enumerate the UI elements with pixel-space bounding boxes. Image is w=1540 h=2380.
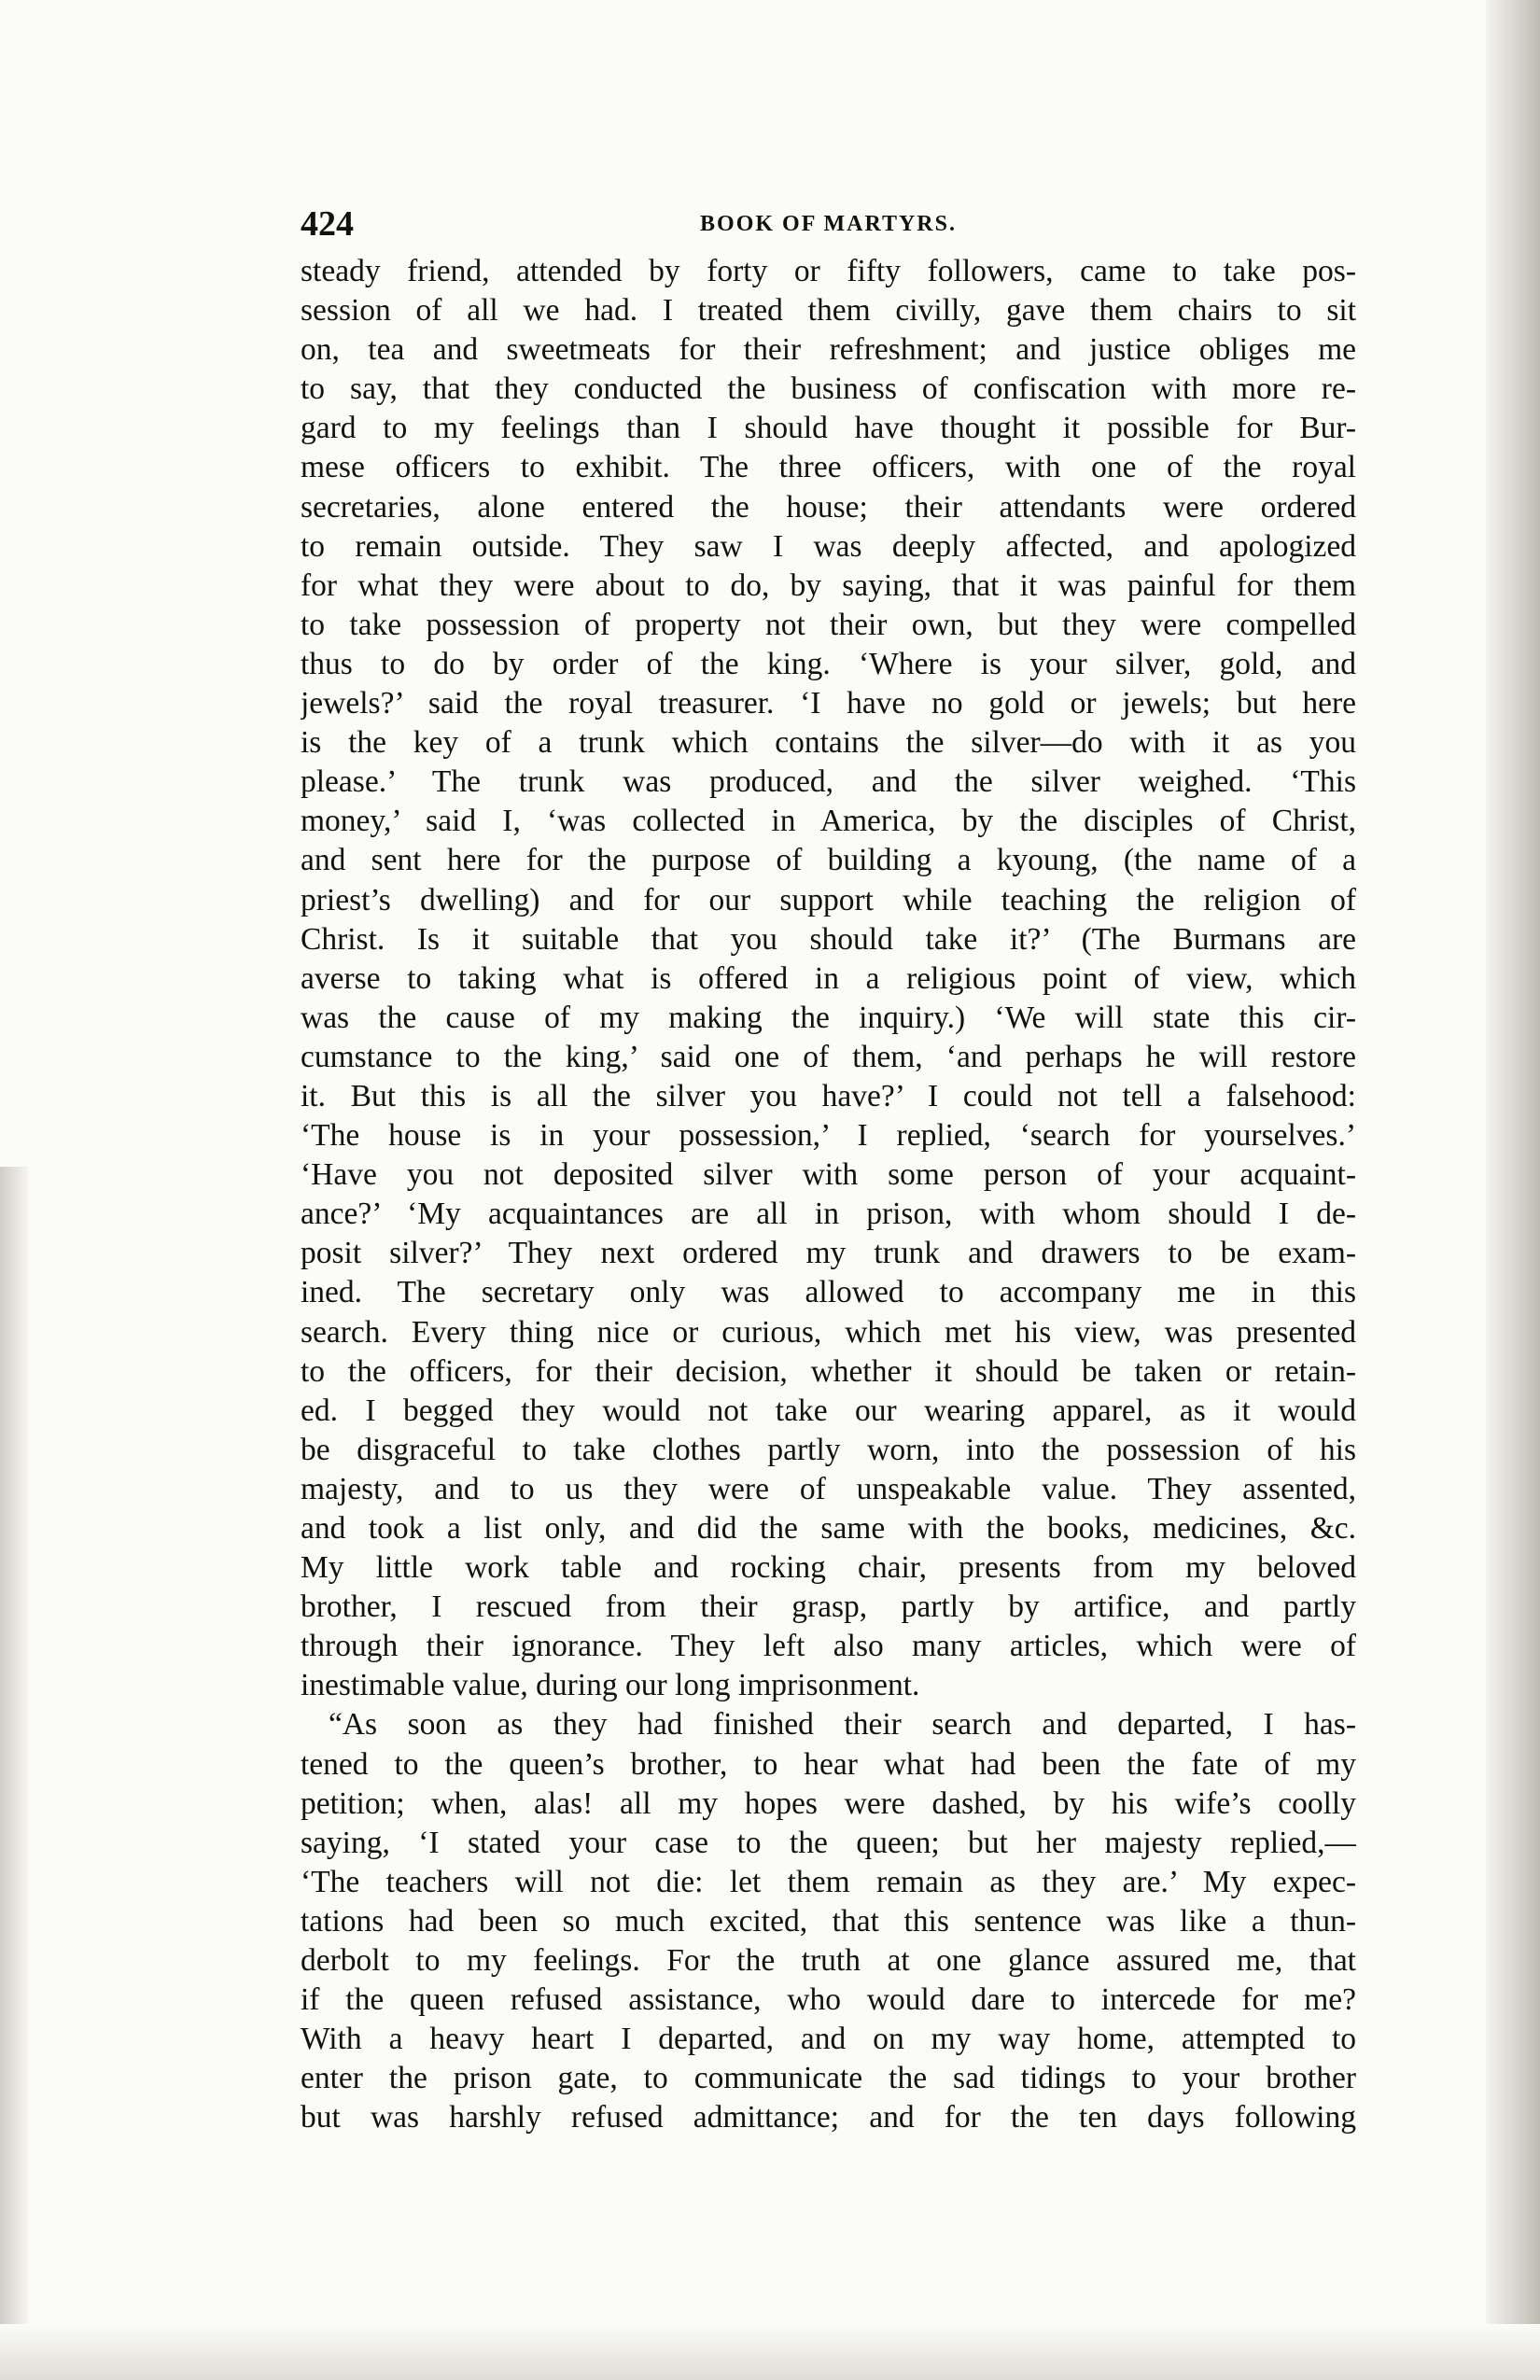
text-line: please.’ The trunk was produced, and the silver weighed. ‘This: [301, 764, 1356, 800]
text-line: search. Every thing nice or curious, which met his view, was presented: [301, 1314, 1356, 1350]
text-line: to the officers, for their decision, whether it should be taken or retain-: [301, 1353, 1356, 1389]
text-line: ed. I begged they would not take our wearing apparel, as it would: [301, 1393, 1356, 1428]
text-line: My little work table and rocking chair, presents from my beloved: [301, 1550, 1356, 1586]
running-title: BOOK OF MARTYRS.: [700, 212, 957, 236]
text-line: on, tea and sweetmeats for their refreshment; and justice obliges me: [301, 332, 1356, 368]
text-line: ‘Have you not deposited silver with some person of your acquaint-: [301, 1157, 1356, 1193]
text-line: tations had been so much excited, that this sentence was like a thun-: [301, 1903, 1356, 1939]
page-edge-left: [0, 1167, 28, 2380]
text-line: ‘The teachers will not die: let them remain as they are.’ My expec-: [301, 1864, 1356, 1899]
text-line: jewels?’ said the royal treasurer. ‘I have no gold or jewels; but here: [301, 686, 1356, 721]
page-header: [301, 198, 1356, 250]
text-line: posit silver?’ They next ordered my trunk and drawers to be exam-: [301, 1236, 1356, 1271]
text-line: gard to my feelings than I should have thought it possible for Bur-: [301, 411, 1356, 446]
text-line: “As soon as they had finished their search and departed, I has-: [329, 1707, 1356, 1743]
text-line: money,’ said I, ‘was collected in America, by the disciples of Christ,: [301, 804, 1356, 839]
text-line: is the key of a trunk which contains the silver—do with it as you: [301, 725, 1356, 761]
text-line: to say, that they conducted the business of confiscation with more re-: [301, 371, 1356, 407]
page-number: 424: [301, 204, 354, 244]
text-line: and took a list only, and did the same with the books, medicines, &c.: [301, 1511, 1356, 1546]
text-line: Christ. Is it suitable that you should take it?’ (The Burmans are: [301, 921, 1356, 957]
text-line: ined. The secretary only was allowed to accompany me in this: [301, 1275, 1356, 1310]
text-line: steady friend, attended by forty or fifty followers, came to take pos-: [301, 254, 1356, 288]
text-line: enter the prison gate, to communicate the sad tidings to your brother: [301, 2061, 1356, 2096]
text-line: but was harshly refused admittance; and for the ten days following: [301, 2100, 1356, 2135]
text-line: majesty, and to us they were of unspeakable value. They assented,: [301, 1471, 1356, 1506]
text-line: if the queen refused assistance, who would dare to intercede for me?: [301, 1982, 1356, 2018]
text-line: brother, I rescued from their grasp, partly by artifice, and partly: [301, 1589, 1356, 1625]
text-line: averse to taking what is offered in a religious point of view, which: [301, 960, 1356, 996]
text-line: petition; when, alas! all my hopes were dashed, by his wife’s coolly: [301, 1785, 1356, 1821]
text-line: and sent here for the purpose of building a kyoung, (the name of a: [301, 843, 1356, 878]
text-line: priest’s dwelling) and for our support while teaching the religion of: [301, 882, 1356, 917]
text-line: inestimable value, during our long imprisonment.: [301, 1668, 920, 1703]
page-edge-bottom: [0, 2324, 1540, 2380]
text-line: through their ignorance. They left also many articles, which were of: [301, 1629, 1356, 1664]
text-line: With a heavy heart I departed, and on my way home, attempted to: [301, 2022, 1356, 2057]
text-line: derbolt to my feelings. For the truth at one glance assured me, that: [301, 1943, 1356, 1979]
text-line: for what they were about to do, by saying, that it was painful for them: [301, 567, 1356, 603]
text-line: it. But this is all the silver you have?’ I could not tell a falsehood:: [301, 1078, 1356, 1113]
text-line: secretaries, alone entered the house; their attendants were ordered: [301, 489, 1356, 525]
text-line: ‘The house is in your possession,’ I replied, ‘search for yourselves.’: [301, 1118, 1356, 1154]
text-line: tened to the queen’s brother, to hear what had been the fate of my: [301, 1746, 1356, 1782]
text-line: be disgraceful to take clothes partly worn, into the possession of his: [301, 1432, 1356, 1467]
text-line: ance?’ ‘My acquaintances are all in prison, with whom should I de-: [301, 1197, 1356, 1232]
text-line: to remain outside. They saw I was deeply affected, and apologized: [301, 528, 1356, 564]
text-line: saying, ‘I stated your case to the queen; but her majesty replied,—: [301, 1825, 1356, 1860]
text-line: cumstance to the king,’ said one of them, ‘and perhaps he will restore: [301, 1039, 1356, 1074]
text-line: session of all we had. I treated them civilly, gave them chairs to sit: [301, 293, 1356, 329]
text-line: to take possession of property not their own, but they were compelled: [301, 607, 1356, 642]
text-line: was the cause of my making the inquiry.) ‘We will state this cir-: [301, 1000, 1356, 1035]
text-line: mese officers to exhibit. The three officers, with one of the royal: [301, 450, 1356, 485]
text-line: thus to do by order of the king. ‘Where is your silver, gold, and: [301, 646, 1356, 681]
page-edge-right: [1486, 0, 1540, 2380]
body-text: [301, 252, 1356, 2138]
